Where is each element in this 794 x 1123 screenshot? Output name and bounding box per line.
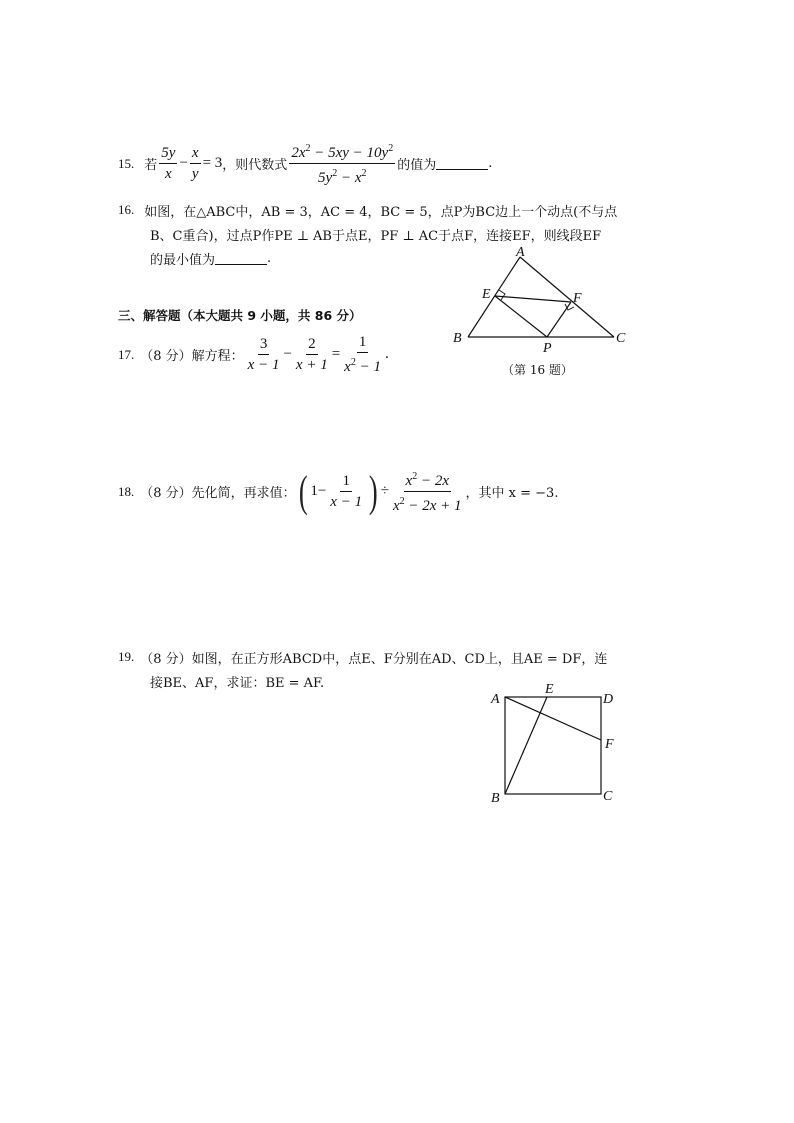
q18: 18. （8 分） 先化简，再求值： ( 1− $\frac{1}{x - 1}$ ) ÷ $\frac{x^2 - 2x}{x^2 - 2x + 1}$ ，其中 x = −3. xyxy=(118,466,559,516)
segment-pe xyxy=(495,296,547,337)
q17-score: （8 分） xyxy=(140,349,192,364)
q16-number: 16. xyxy=(118,202,135,217)
q15-prefix: 若 xyxy=(144,158,158,173)
q16-line3: 的最小值为 xyxy=(150,252,216,268)
square-abcd xyxy=(505,697,601,794)
label-c: C xyxy=(616,331,626,346)
label-d: D xyxy=(603,692,614,707)
label-p: P xyxy=(543,341,552,356)
label-e: E xyxy=(545,682,554,697)
segment-ef xyxy=(495,296,571,302)
q16-answer-blank[interactable] xyxy=(215,252,267,265)
side-ac xyxy=(520,257,614,337)
label-f: F xyxy=(573,291,582,306)
q16-caption: （第 16 题） xyxy=(502,363,573,377)
q15-frac-x-over-y: $\frac{x}{y}$ xyxy=(191,145,199,182)
q15-mid: ，则代数式 xyxy=(222,158,288,173)
q15-expression: $\frac{2x^2 - 5xy - 10y^2}{5y^2 - x^2}$ xyxy=(289,140,395,187)
label-f: F xyxy=(605,737,614,752)
label-b: B xyxy=(491,791,500,805)
q18-condition: ，其中 x = −3. xyxy=(465,486,559,501)
q15: 15. 若 $\frac{5y}{x}$ − $\frac{x}{y}$ = 3 ，则代数式 $\frac{2x^2 - 5xy - 10y^2}{5y^2 - x^2}$ 的值为 . xyxy=(118,140,492,187)
segment-be xyxy=(505,697,547,794)
q17: 17. （8 分） 解方程： $\frac{3}{x - 1}$ − $\frac{2}{x + 1}$ = $\frac{1}{x^2 - 1}$ . xyxy=(118,334,389,375)
q16-line2: B、C重合)，过点P作PE ⊥ AB于点E，PF ⊥ AC于点F，连接EF，则线段EF xyxy=(150,228,602,244)
q18-number: 18. xyxy=(118,483,135,499)
right-angle-e xyxy=(499,290,505,300)
q15-suffix: 的值为 xyxy=(397,158,437,173)
label-c: C xyxy=(603,789,613,804)
q16: 16. 如图，在△ABC中，AB = 3，AC = 4，BC = 5，点P为BC边上一个动点(不与点 B、C重合)，过点P作PE ⊥ AB于点E，PF ⊥ AC于点F，连接EF，则线段EF 的最小值为 . xyxy=(118,202,618,268)
label-a: A xyxy=(491,692,500,707)
segment-pf xyxy=(547,302,571,337)
q19-line2: 接BE、AF，求证：BE = AF. xyxy=(150,675,325,691)
segment-af xyxy=(505,697,601,740)
q18-score: （8 分） xyxy=(140,486,192,501)
q18-prompt: 先化简，再求值： xyxy=(191,486,296,501)
q16-line1: 如图，在△ABC中，AB = 3，AC = 4，BC = 5，点P为BC边上一个动点(不与点 xyxy=(144,204,618,220)
q19-score: （8 分） xyxy=(140,651,192,667)
q16-triangle-figure xyxy=(448,246,638,356)
label-e: E xyxy=(482,287,491,302)
section-3-heading: 三、解答题（本大题共 9 小题，共 86 分） xyxy=(118,308,362,323)
label-a: A xyxy=(516,246,525,260)
q19-square-figure xyxy=(484,680,624,805)
q15-number: 15. xyxy=(118,155,135,171)
q19-line1: 如图，在正方形ABCD中，点E、F分别在AD、CD上，且AE = DF，连 xyxy=(191,651,608,667)
label-b: B xyxy=(453,331,462,346)
q15-frac-5y-over-x: $\frac{5y}{x}$ xyxy=(161,145,176,182)
q17-number: 17. xyxy=(118,346,135,362)
q19-number: 19. xyxy=(118,649,135,664)
q15-answer-blank[interactable] xyxy=(436,157,488,170)
q17-prompt: 解方程： xyxy=(191,349,244,364)
